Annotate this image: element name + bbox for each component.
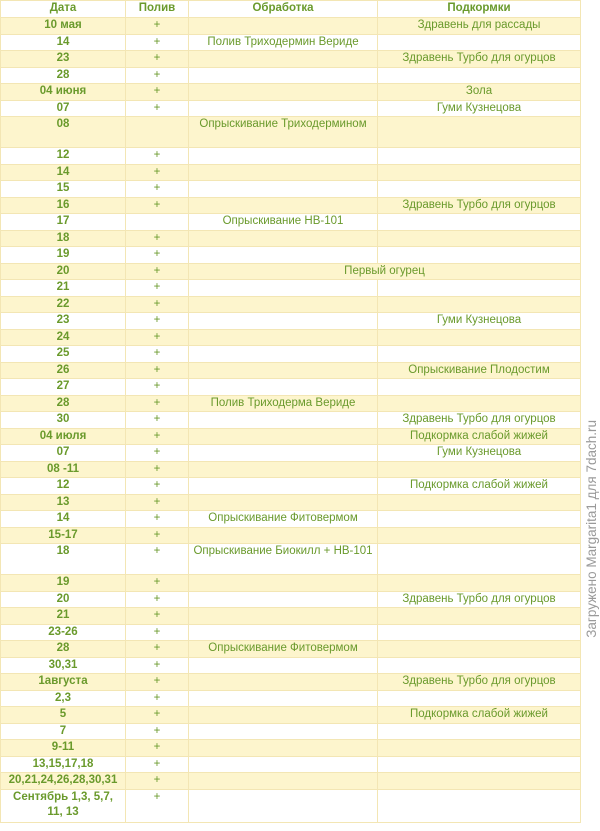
feeding-cell [378,641,581,658]
watering-cell: + [126,280,189,297]
watering-cell: + [126,67,189,84]
table-row [1,690,581,707]
date-cell: 18 [1,230,126,247]
date-cell: 07 [1,100,126,117]
feeding-cell [378,117,581,148]
table-row [1,591,581,608]
treatment-cell [189,740,378,757]
date-cell: 26 [1,362,126,379]
watering-cell: + [126,313,189,330]
treatment-cell [189,67,378,84]
feeding-cell [378,527,581,544]
watering-cell: + [126,247,189,264]
header-watering: Полив [126,1,189,18]
watering-cell: + [126,100,189,117]
treatment-cell [189,478,378,495]
feeding-cell [378,148,581,165]
feeding-cell [378,181,581,198]
date-cell: 12 [1,478,126,495]
watermark-text: Загружено Margarita1 для 7dach.ru [584,420,599,638]
treatment-cell [189,100,378,117]
date-cell: 24 [1,329,126,346]
feeding-cell [378,296,581,313]
treatment-cell [189,608,378,625]
date-cell: 1августа [1,674,126,691]
watering-cell: + [126,707,189,724]
feeding-cell: Гуми Кузнецова [378,313,581,330]
watering-cell: + [126,478,189,495]
date-cell: 9-11 [1,740,126,757]
treatment-cell [189,707,378,724]
table-row [1,51,581,68]
date-cell: 25 [1,346,126,363]
treatment-cell [189,247,378,264]
treatment-cell [189,723,378,740]
watering-cell: + [126,756,189,773]
table-row [1,624,581,641]
table-row [1,641,581,658]
date-cell: 28 [1,641,126,658]
date-cell: 30 [1,412,126,429]
table-row [1,313,581,330]
watering-cell: + [126,591,189,608]
feeding-cell [378,329,581,346]
date-cell: 13 [1,494,126,511]
watering-cell: + [126,148,189,165]
treatment-cell [189,527,378,544]
table-row [1,494,581,511]
date-cell: 21 [1,608,126,625]
table-row [1,18,581,35]
date-cell: 23 [1,51,126,68]
watering-cell: + [126,329,189,346]
table-row [1,181,581,198]
date-cell: 08 [1,117,126,148]
treatment-cell [189,51,378,68]
feeding-cell: Подкормка слабой жижей [378,707,581,724]
date-cell: 07 [1,445,126,462]
feeding-cell [378,756,581,773]
table-row [1,34,581,51]
feeding-cell: Здравень Турбо для огурцов [378,591,581,608]
treatment-cell: Опрыскивание Биокилл + НВ-101 [189,544,378,575]
table-row [1,428,581,445]
header-treatment: Обработка [189,1,378,18]
treatment-cell [189,296,378,313]
treatment-cell [189,674,378,691]
watering-cell: + [126,395,189,412]
feeding-cell [378,494,581,511]
treatment-cell [189,230,378,247]
date-cell: 14 [1,164,126,181]
feeding-cell [378,164,581,181]
treatment-cell [189,445,378,462]
feeding-cell [378,346,581,363]
date-cell: 12 [1,148,126,165]
treatment-cell [189,575,378,592]
table-row [1,346,581,363]
date-cell: 04 июня [1,84,126,101]
treatment-cell [189,362,378,379]
table-row [1,329,581,346]
treatment-cell: Опрыскивание НВ-101 [189,214,378,231]
watering-cell: + [126,445,189,462]
treatment-cell [189,624,378,641]
table-row [1,67,581,84]
table-row [1,148,581,165]
treatment-cell: Опрыскивание Фитовермом [189,641,378,658]
date-cell: 15 [1,181,126,198]
feeding-cell [378,740,581,757]
table-row [1,740,581,757]
watering-cell [126,214,189,231]
watering-cell: + [126,624,189,641]
feeding-cell: Зола [378,84,581,101]
watering-cell: + [126,494,189,511]
table-row [1,657,581,674]
table-row [1,247,581,264]
feeding-cell: Здравень Турбо для огурцов [378,51,581,68]
feeding-cell [378,461,581,478]
watering-cell: + [126,740,189,757]
date-cell: 10 мая [1,18,126,35]
feeding-cell: Опрыскивание Плодостим [378,362,581,379]
treatment-cell [189,313,378,330]
feeding-cell: Здравень Турбо для огурцов [378,674,581,691]
table-row [1,362,581,379]
date-cell: 20 [1,591,126,608]
table-row [1,263,581,280]
table-row [1,395,581,412]
date-cell: 17 [1,214,126,231]
date-cell: 30,31 [1,657,126,674]
date-cell: 16 [1,197,126,214]
table-row [1,197,581,214]
treatment-cell [189,690,378,707]
date-cell: 28 [1,67,126,84]
watering-cell: + [126,181,189,198]
date-cell: 5 [1,707,126,724]
feeding-cell [378,395,581,412]
treatment-cell [189,494,378,511]
treatment-cell [189,280,378,297]
treatment-cell [189,461,378,478]
table-row [1,756,581,773]
feeding-cell [378,511,581,528]
date-cell: 20,21,24,26,28,30,31 [1,773,126,790]
feeding-cell: Здравень Турбо для огурцов [378,412,581,429]
treatment-cell [189,657,378,674]
date-cell: 14 [1,34,126,51]
date-cell: 08 -11 [1,461,126,478]
feeding-cell [378,789,581,822]
table-row [1,789,581,822]
date-cell: 15-17 [1,527,126,544]
treatment-cell [189,346,378,363]
watering-cell: + [126,544,189,575]
table-row [1,544,581,575]
table-row [1,214,581,231]
watering-cell: + [126,428,189,445]
watering-cell: + [126,641,189,658]
feeding-cell [378,773,581,790]
watering-cell: + [126,511,189,528]
header-row [1,1,581,18]
table-row [1,478,581,495]
treatment-cell: Опрыскивание Триходермином [189,117,378,148]
treatment-cell [189,379,378,396]
watering-cell: + [126,379,189,396]
feeding-cell: Подкормка слабой жижей [378,428,581,445]
date-cell: 18 [1,544,126,575]
watering-cell: + [126,84,189,101]
treatment-cell [189,181,378,198]
feeding-cell: Здравень Турбо для огурцов [378,197,581,214]
date-cell: 23 [1,313,126,330]
feeding-cell: Здравень для рассады [378,18,581,35]
treatment-cell [189,18,378,35]
treatment-cell [189,84,378,101]
table-row [1,445,581,462]
feeding-cell [378,657,581,674]
feeding-cell: Гуми Кузнецова [378,445,581,462]
watering-cell: + [126,197,189,214]
feeding-cell [378,34,581,51]
watering-cell: + [126,723,189,740]
treatment-cell [189,773,378,790]
watering-cell: + [126,575,189,592]
date-cell: 13,15,17,18 [1,756,126,773]
watering-cell: + [126,608,189,625]
table-row [1,575,581,592]
watering-cell: + [126,296,189,313]
date-cell: 23-26 [1,624,126,641]
feeding-cell: Подкормка слабой жижей [378,478,581,495]
date-cell: 20 [1,263,126,280]
feeding-cell [378,608,581,625]
feeding-cell [378,247,581,264]
watering-cell: + [126,34,189,51]
table-row [1,84,581,101]
watering-cell: + [126,527,189,544]
date-cell: 27 [1,379,126,396]
table-row [1,707,581,724]
watering-cell: + [126,461,189,478]
table-row [1,674,581,691]
table-row [1,379,581,396]
feeding-cell [378,280,581,297]
date-cell: 19 [1,575,126,592]
treatment-cell [189,412,378,429]
treatment-cell [189,197,378,214]
date-cell: 04 июля [1,428,126,445]
table-row [1,280,581,297]
date-cell: 21 [1,280,126,297]
feeding-cell [378,230,581,247]
feeding-cell [378,214,581,231]
treatment-cell: Опрыскивание Фитовермом [189,511,378,528]
date-cell: 14 [1,511,126,528]
watering-cell: + [126,789,189,822]
header-feeding: Подкормки [378,1,581,18]
treatment-cell [189,756,378,773]
table-row [1,608,581,625]
watering-cell: + [126,674,189,691]
feeding-cell [378,723,581,740]
header-date: Дата [1,1,126,18]
watering-cell: + [126,230,189,247]
table-row [1,773,581,790]
feeding-cell [378,624,581,641]
treatment-cell [189,148,378,165]
table-row [1,117,581,148]
watering-cell: + [126,346,189,363]
watering-cell: + [126,690,189,707]
treatment-cell: Полив Триходермин Вериде [189,34,378,51]
table-row [1,296,581,313]
feeding-cell [378,67,581,84]
date-cell: 7 [1,723,126,740]
table-row [1,511,581,528]
table-row [1,723,581,740]
feeding-cell [378,575,581,592]
table-row [1,230,581,247]
watering-cell: + [126,51,189,68]
date-cell: 2,3 [1,690,126,707]
date-cell: 22 [1,296,126,313]
feeding-cell [378,544,581,575]
watering-cell: + [126,657,189,674]
watering-cell: + [126,18,189,35]
date-cell: 19 [1,247,126,264]
table-row [1,527,581,544]
feeding-cell [378,379,581,396]
note-cell: Первый огурец [189,263,581,280]
feeding-cell: Гуми Кузнецова [378,100,581,117]
watering-cell: + [126,362,189,379]
treatment-cell [189,164,378,181]
watering-cell: + [126,164,189,181]
treatment-cell [189,329,378,346]
feeding-cell [378,690,581,707]
treatment-cell [189,428,378,445]
treatment-cell [189,789,378,822]
table-row [1,412,581,429]
treatment-cell [189,591,378,608]
date-cell: Сентябрь 1,3, 5,7, 11, 13 [1,789,126,822]
table-row [1,164,581,181]
watering-cell [126,117,189,148]
table-row [1,100,581,117]
watering-cell: + [126,263,189,280]
watering-cell: + [126,773,189,790]
table-row [1,461,581,478]
watering-cell: + [126,412,189,429]
treatment-cell: Полив Триходерма Вериде [189,395,378,412]
date-cell: 28 [1,395,126,412]
